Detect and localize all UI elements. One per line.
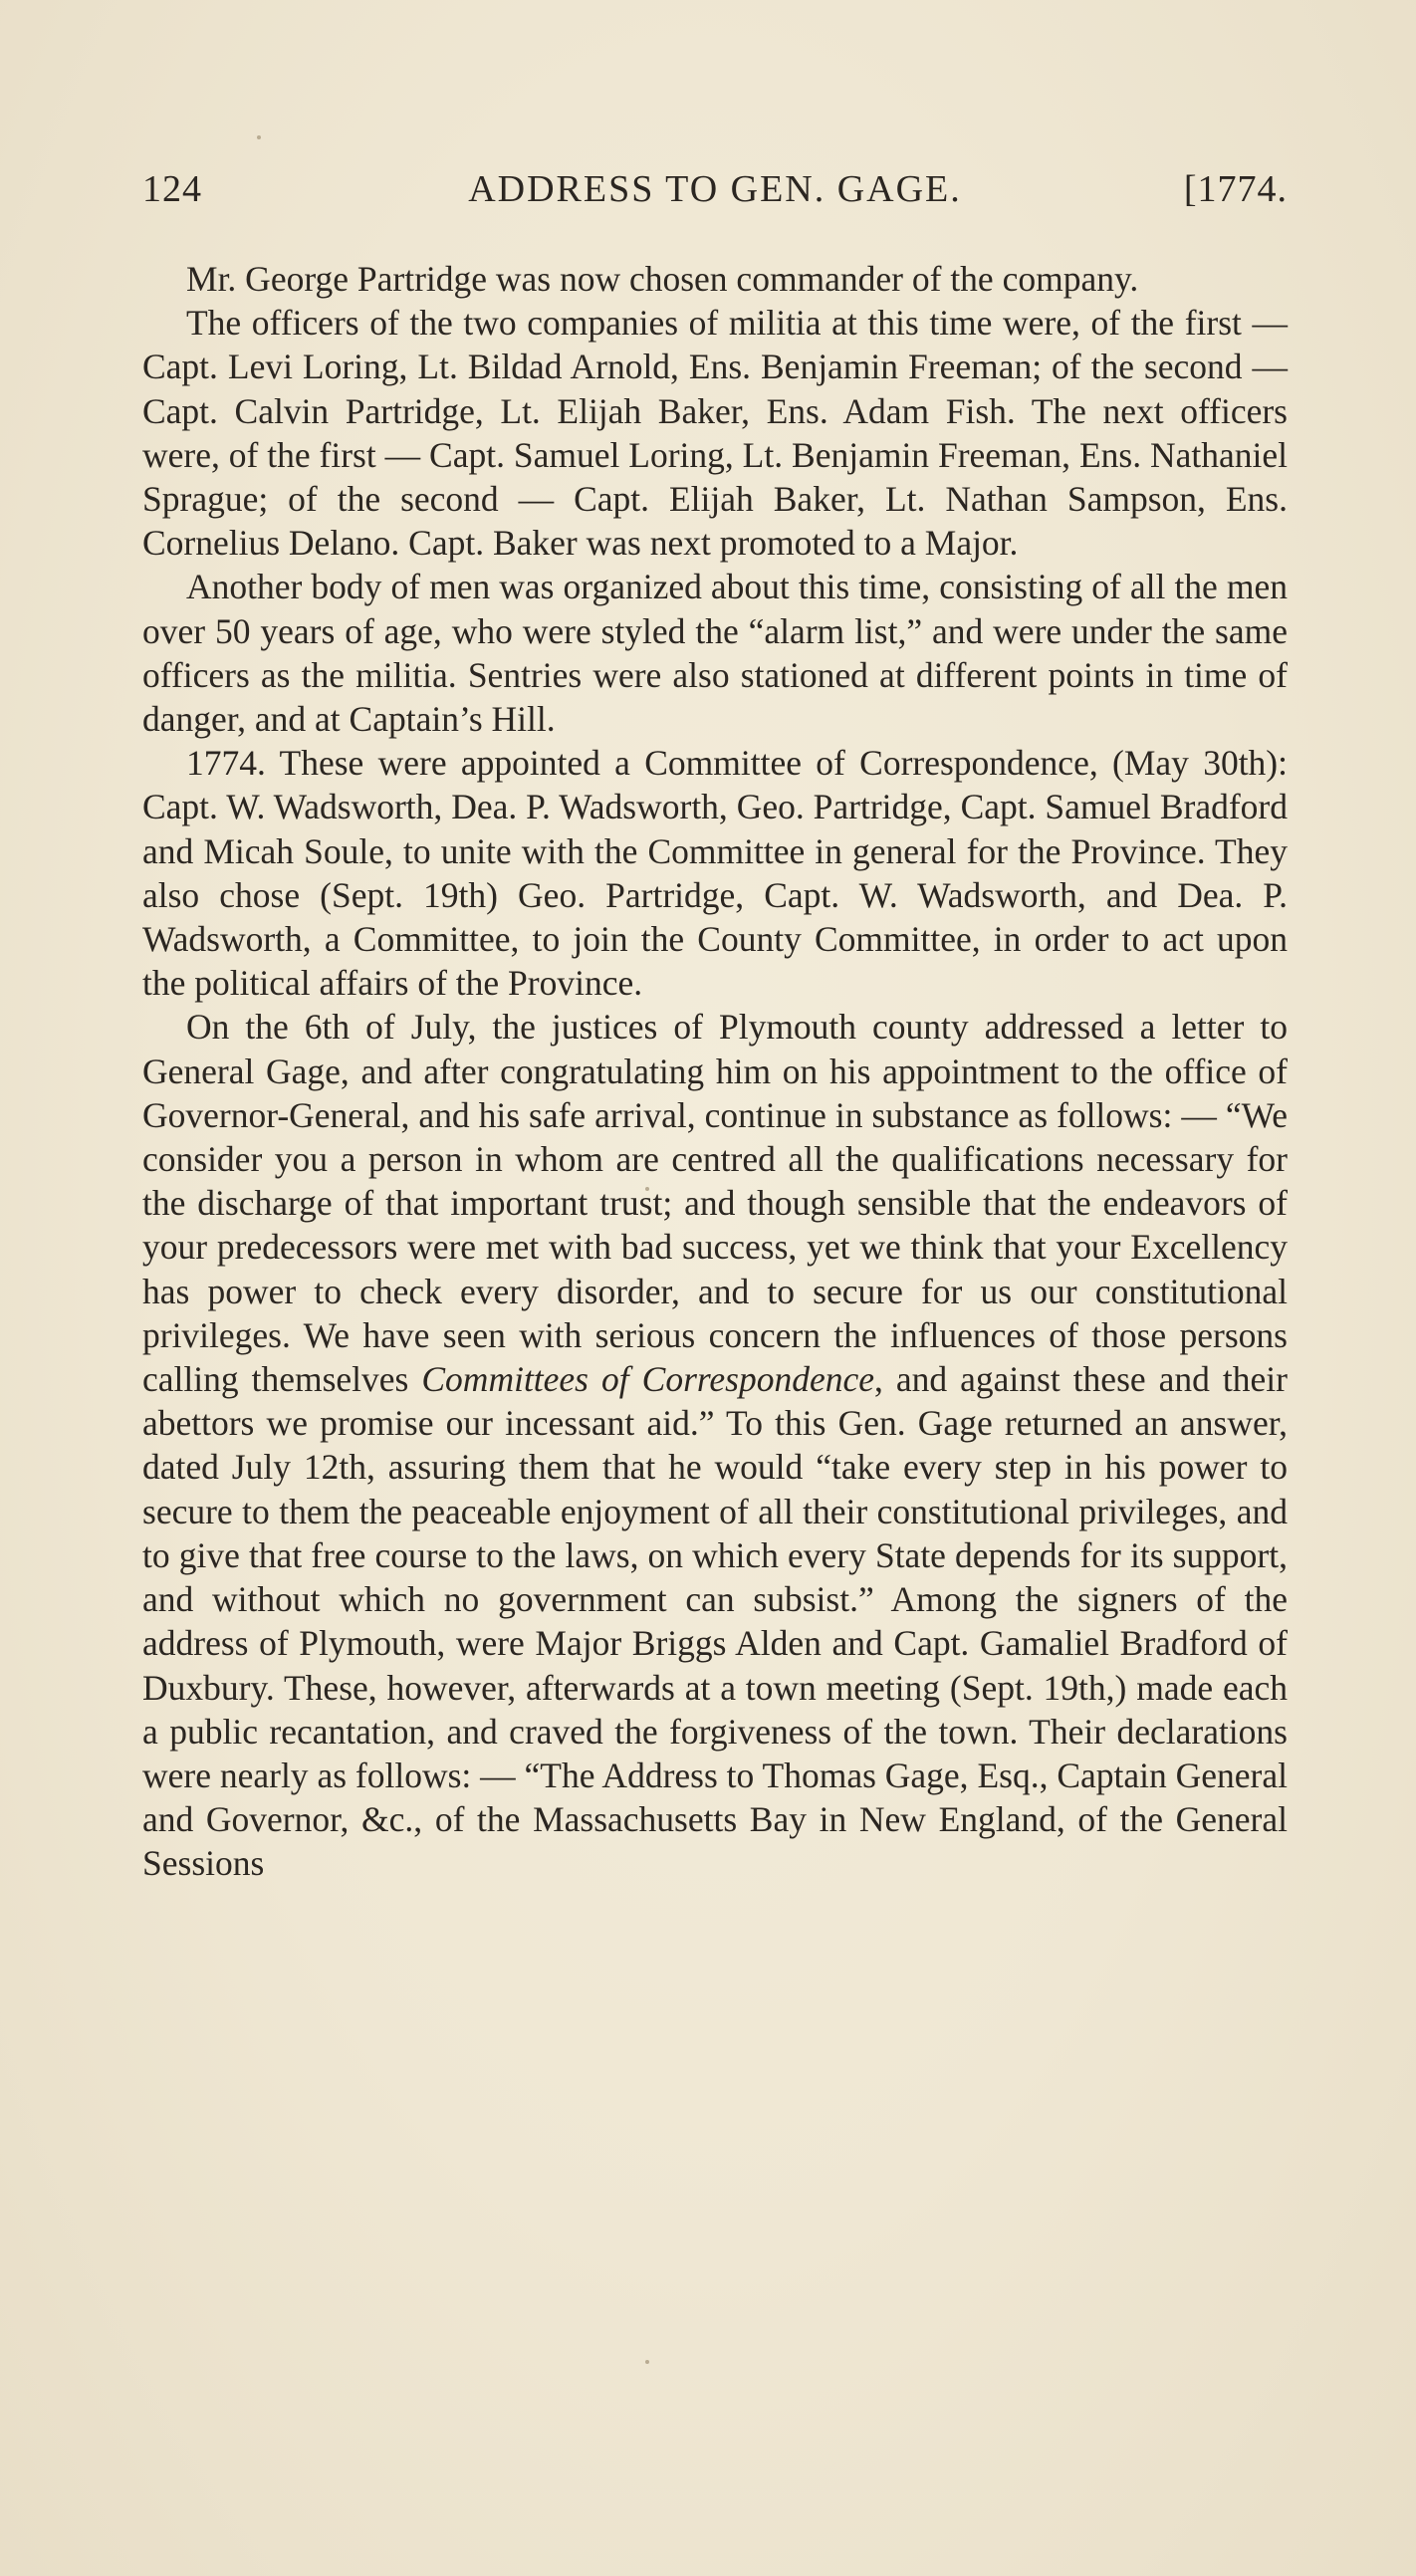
paper-speck xyxy=(257,135,261,139)
header-year: [1774. xyxy=(1183,168,1288,210)
paragraph-address-text-b: , and against these and their abettors we promise our incessant aid.” To this Gen. Gage returned an answer, dated July 12th, assuring them that he would “take every step in his power to secure to them the peaceable enjoyment of all their constitutional privileges, and to give that free course to the laws, on which every State depends for its support, and without which no government can subsist.” Among the signers of the address of Plymouth, were Major Briggs Alden and Capt. Gamaliel Bradford of Duxbury. These, however, afterwards at a town meeting (Sept. 19th,) made each a public recantation, and craved the forgiveness of the town. Their declarations were nearly as follows: — “The Address to Thomas Gage, Esq., Captain General and Governor, &c., of the Massachusetts Bay in New England, of the General Sessions xyxy=(142,1359,1288,1884)
italic-committees-of-correspondence: Committees of Correspondence xyxy=(421,1359,874,1400)
paragraph-committee: 1774. These were appointed a Committee of Correspondence, (May 30th): Capt. W. Wadsworth, Dea. P. Wadsworth, Geo. Partridge, Capt. Samuel Bradford and Micah Soule, to unite with the Committee in general for the Province. They also chose (Sept. 19th) Geo. Partridge, Capt. W. Wadsworth, and Dea. P. Wadsworth, a Committee, to join the County Committee, in order to act upon the political affairs of the Province. xyxy=(142,743,1288,1004)
paragraph-alarm-list: Another body of men was organized about this time, consisting of all the men over 50 years of age, who were styled the “alarm list,” and were under the same officers as the militia. Sentries were also stationed at different points in time of danger, and at Captain’s Hill. xyxy=(142,567,1288,740)
page-number: 124 xyxy=(142,168,202,210)
paragraph-officers: The officers of the two companies of militia at this time were, of the first — Capt. Levi Loring, Lt. Bildad Arnold, Ens. Benjamin Freeman; of the second — Capt. Calvin Partridge, Lt. Elijah Baker, Ens. Adam Fish. The next officers were, of the first — Capt. Samuel Loring, Lt. Benjamin Freeman, Ens. Nathaniel Sprague; of the second — Capt. Elijah Baker, Lt. Nathan Sampson, Ens. Cornelius Delano. Capt. Baker was next promoted to a Major. xyxy=(142,303,1288,564)
running-title: ADDRESS TO GEN. GAGE. xyxy=(468,168,962,210)
paragraph-commander: Mr. George Partridge was now chosen commander of the company. xyxy=(186,259,1139,299)
body-text xyxy=(142,257,1288,1886)
paper-speck xyxy=(645,2360,649,2364)
paragraph-address-to-gage xyxy=(142,1005,1288,1885)
running-header xyxy=(142,167,1288,223)
paragraph-address-text-a: On the 6th of July, the justices of Plymouth county addressed a letter to General Gage, and after congratulating him on his appointment to the office of Governor-General, and his safe arrival, continue in substance as follows: — “We consider you a person in whom are centred all the qualifications necessary for the discharge of that important trust; and though sensible that the endeavors of your predecessors were met with bad success, yet we think that your Excellency has power to check every disorder, and to secure for us our constitutional privileges. We have seen with serious concern the influences of those persons calling themselves xyxy=(142,1007,1288,1400)
